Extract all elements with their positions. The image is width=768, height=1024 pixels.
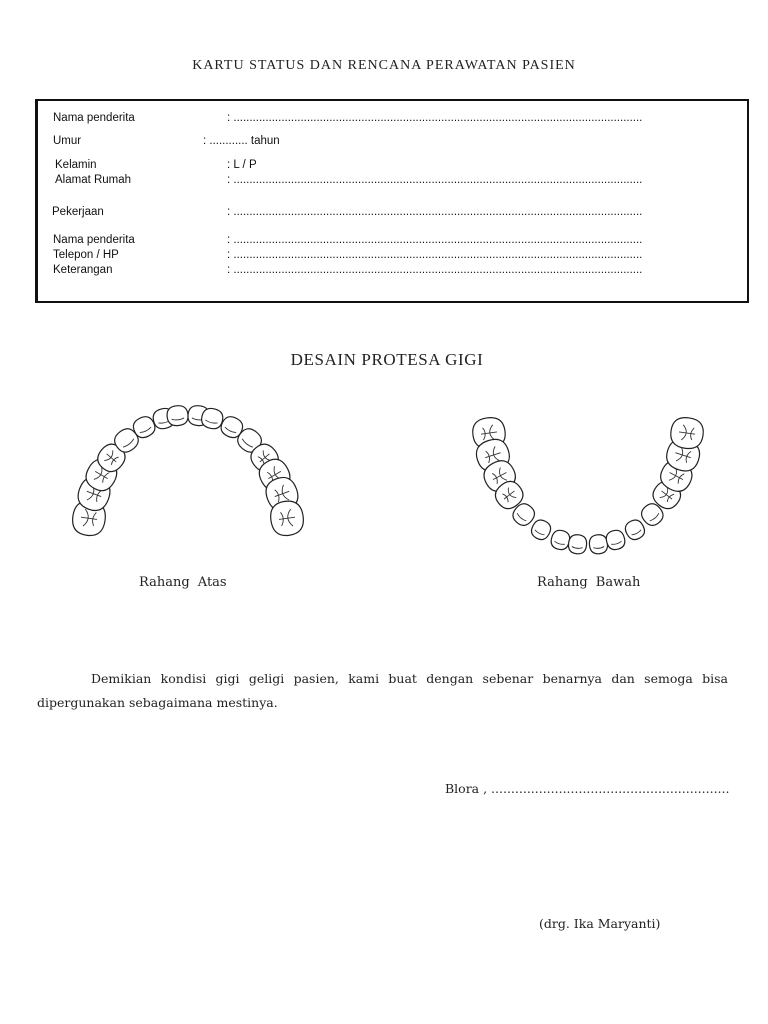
form-label: Telepon / HP [53, 249, 119, 261]
form-label: Alamat Rumah [55, 174, 132, 186]
form-value[interactable]: : ................................................................................................................................ [227, 174, 643, 186]
form-value[interactable]: : ................................................................................................................................ [227, 264, 643, 276]
upper-jaw-diagram[interactable] [70, 395, 310, 565]
tooth-icon[interactable] [589, 534, 609, 555]
form-label: Keterangan [53, 264, 113, 276]
signature-place-date: Blora , ............................................................ [445, 781, 730, 796]
statement-paragraph: Demikian kondisi gigi geligi pasien, kami buat dengan sebenar benarnya dan semoga bisa dipergunakan sebagaimana mestinya. [37, 671, 728, 710]
form-value[interactable]: : ................................................................................................................................ [227, 206, 643, 218]
form-label: Kelamin [55, 159, 97, 171]
form-value[interactable]: : ............ tahun [203, 135, 280, 147]
upper-jaw-label: Rahang Atas [139, 575, 227, 590]
page-title: KARTU STATUS DAN RENCANA PERAWATAN PASIEN [192, 58, 576, 73]
form-value[interactable]: : ................................................................................................................................ [227, 234, 643, 246]
patient-info-box [35, 99, 749, 303]
design-title: DESAIN PROTESA GIGI [290, 350, 484, 369]
form-label: Nama penderita [53, 234, 135, 246]
form-label: Pekerjaan [52, 206, 104, 218]
doctor-name: (drg. Ika Maryanti) [539, 916, 661, 931]
lower-jaw-label: Rahang Bawah [537, 575, 641, 590]
form-label: Nama penderita [53, 112, 135, 124]
lower-jaw-diagram[interactable] [470, 395, 715, 565]
form-value[interactable]: : ................................................................................................................................ [227, 249, 643, 261]
form-value[interactable]: : ................................................................................................................................ [227, 112, 643, 124]
form-label: Umur [53, 135, 82, 147]
tooth-icon[interactable] [568, 534, 588, 555]
tooth-icon[interactable] [623, 517, 648, 542]
form-value[interactable]: : L / P [227, 159, 257, 171]
tooth-icon[interactable] [529, 517, 554, 542]
tooth-icon[interactable] [166, 405, 189, 427]
